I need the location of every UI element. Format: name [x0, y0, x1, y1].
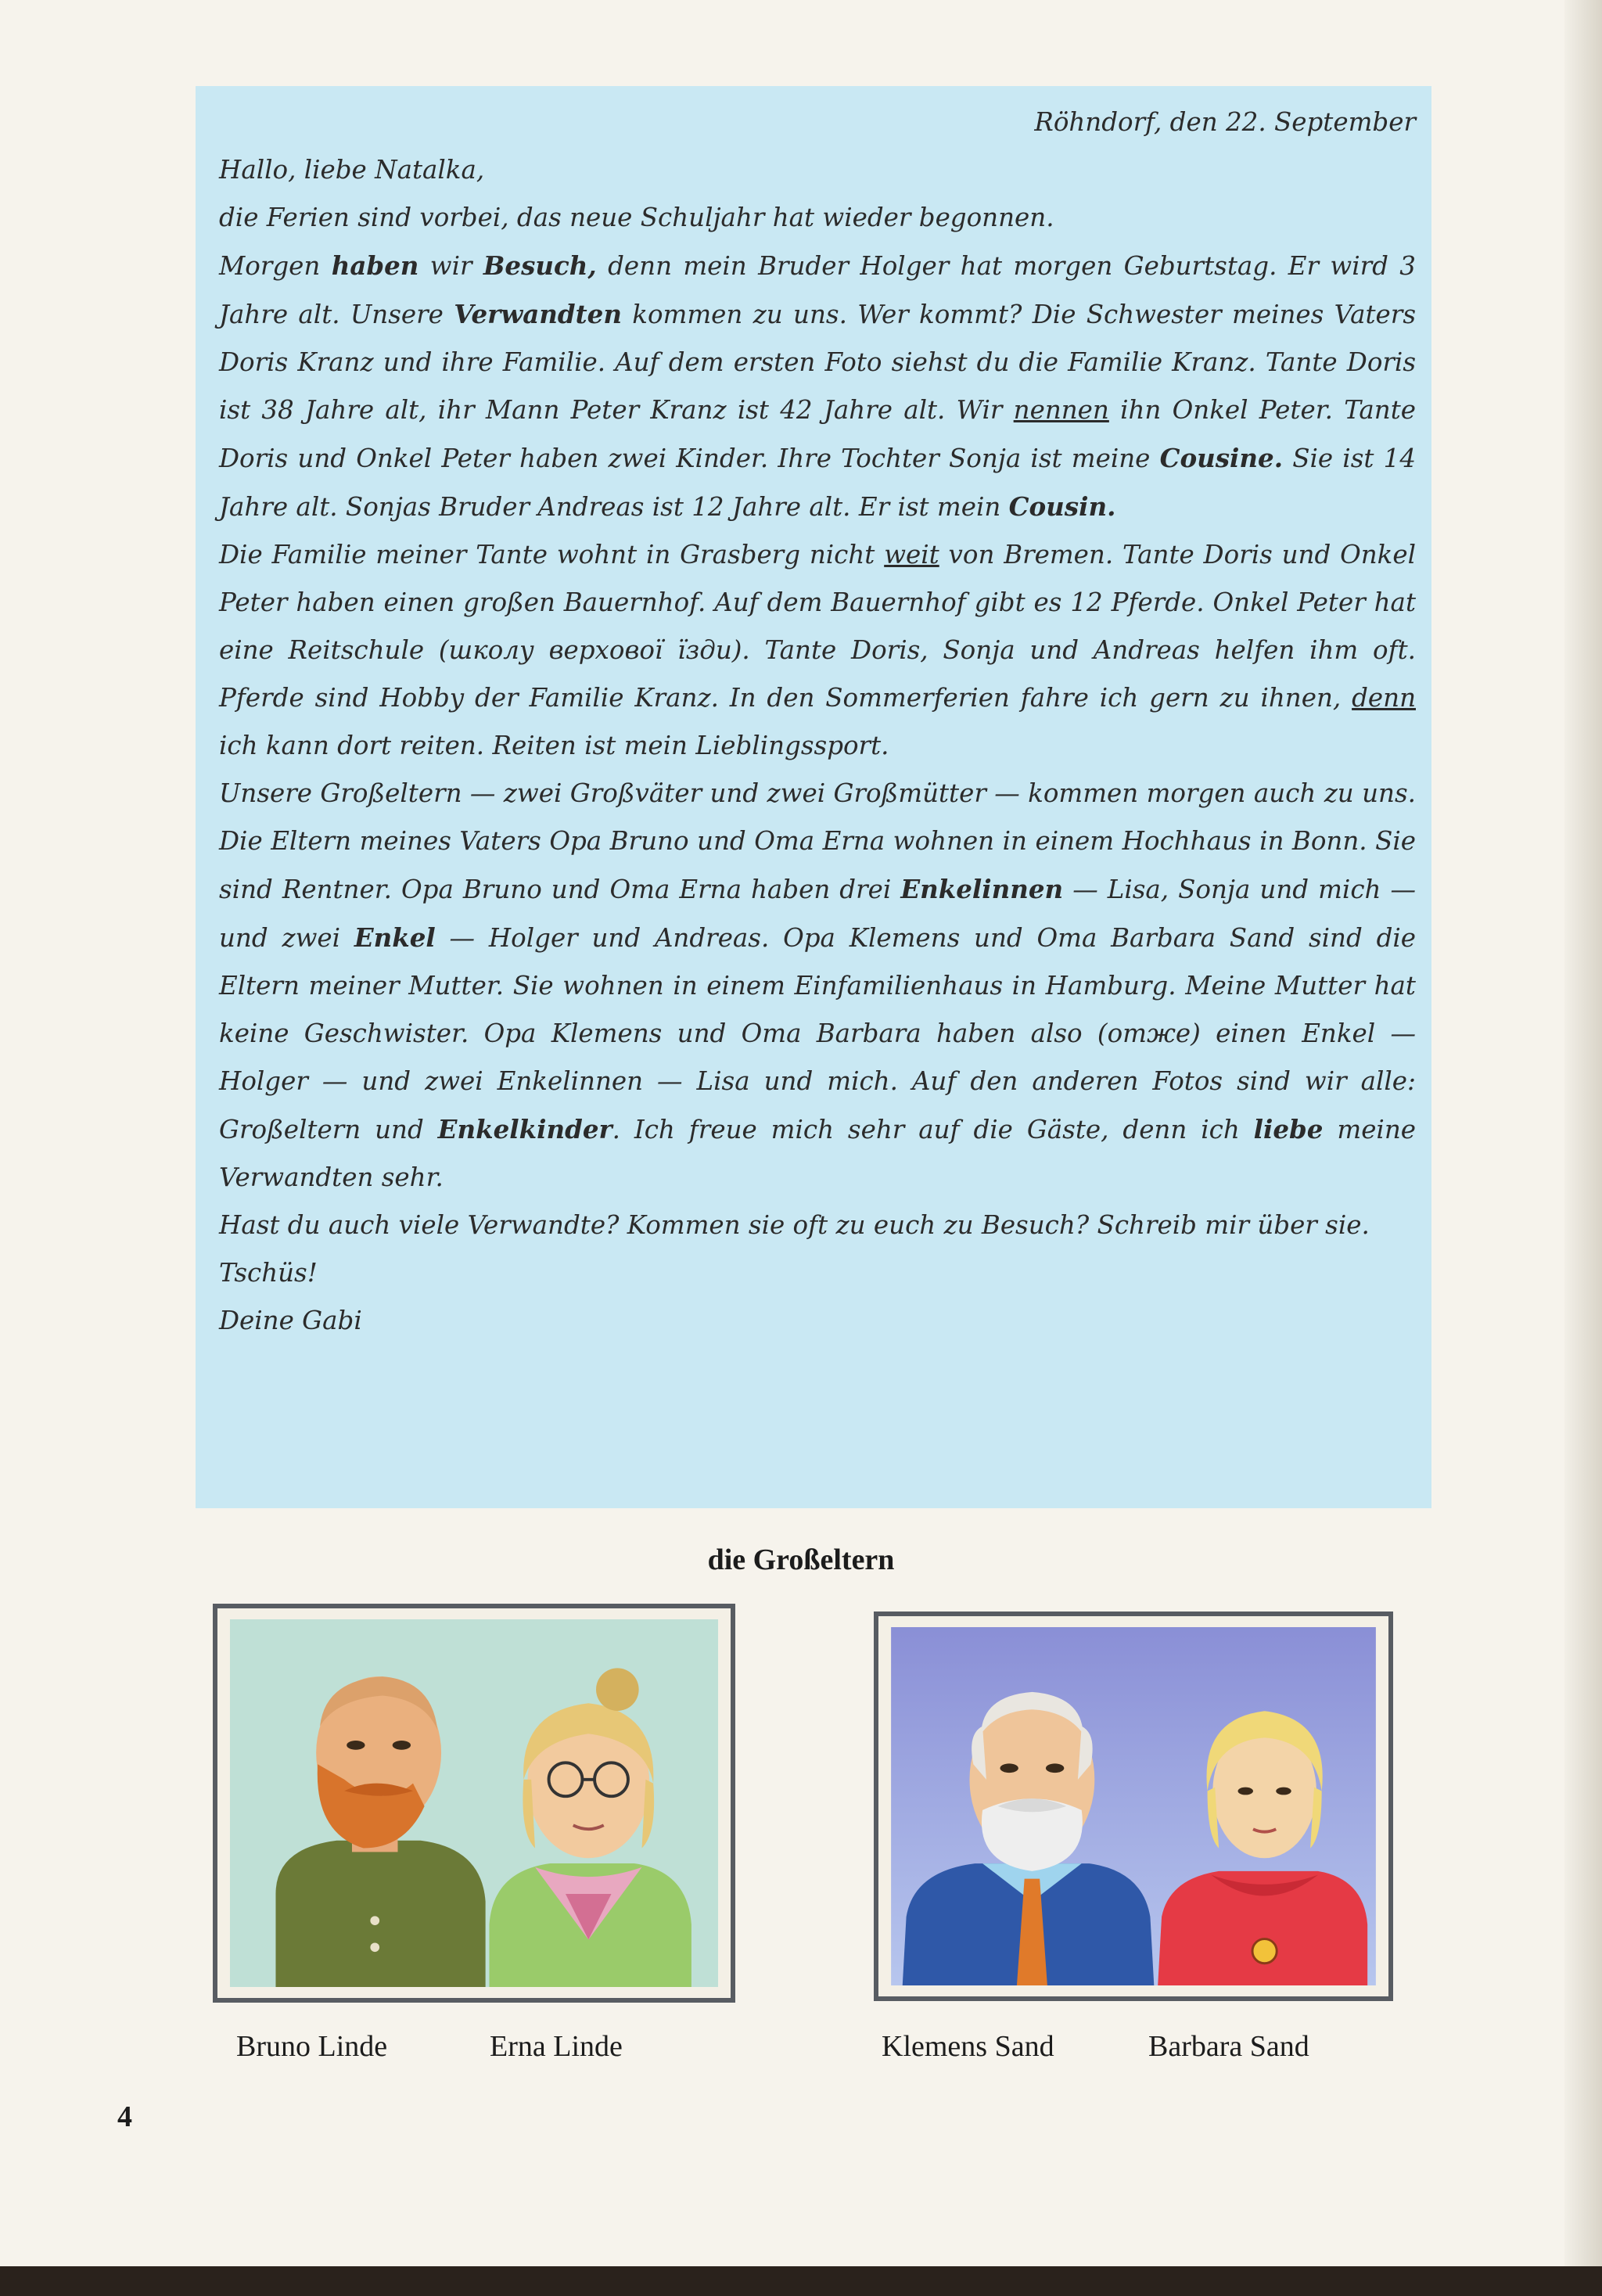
page-number: 4: [117, 2100, 132, 2133]
vocab-haben: haben: [331, 250, 419, 281]
photo-frame-linde: [213, 1604, 735, 2003]
letter-closing: Tschüs!: [219, 1258, 318, 1288]
underlined-denn: denn: [1352, 683, 1416, 713]
letter-date: Röhndorf, den 22. September: [1034, 107, 1416, 137]
underlined-weit: weit: [884, 540, 939, 570]
portrait-klemens-barbara-sand: [889, 1627, 1378, 1985]
vocab-verwandten: Verwandten: [454, 299, 622, 329]
caption-barbara-sand: Barbara Sand: [1148, 2030, 1309, 2063]
letter-paragraph-4: Hast du auch viele Verwandte? Kommen sie oft zu euch zu Besuch? Schreib mir über sie.: [219, 1210, 1370, 1240]
photo-frame-sand: [874, 1612, 1393, 2001]
letter-box: [196, 86, 1431, 1508]
letter-paragraph-3: Unsere Großeltern — zwei Großväter und zwei Großmütter — kommen morgen auch zu uns. Die Eltern meines Vaters Opa Bruno und Oma Erna wohnen in einem Hochhaus in Bonn. Sie sind Rentner. Opa Bruno und Oma Erna haben drei Enkelinnen — Lisa, Sonja und mich — und zwei Enkel — Holger und Andreas. Opa Klemens und Oma Barbara Sand sind die Eltern meiner Mutter. Sie wohnen in einem Einfamilienhaus in Hamburg. Meine Mutter hat keine Geschwister. Opa Klemens und Oma Barbara haben also (отже) einen Enkel — Holger — und zwei Enkelinnen — Lisa und mich. Auf den anderen Fotos sind wir alle: Großeltern und Enkelkinder. Ich freue mich sehr auf die Gäste, denn ich liebe meine Verwandten sehr.: [219, 778, 1416, 1192]
caption-erna-linde: Erna Linde: [490, 2030, 623, 2063]
letter-paragraph-2: Die Familie meiner Tante wohnt in Grasberg nicht weit von Bremen. Tante Doris und Onkel Peter haben einen großen Bauernhof. Auf dem Bauernhof gibt es 12 Pferde. Onkel Peter hat eine Reitschule (школу верхової їзди). Tante Doris, Sonja und Andreas helfen ihm oft. Pferde sind Hobby der Familie Kranz. In den Sommerferien fahre ich gern zu ihnen, denn ich kann dort reiten. Reiten ist mein Lieblingssport.: [219, 540, 1416, 760]
vocab-cousine: Cousine.: [1159, 443, 1284, 473]
page-edge: [1564, 0, 1602, 2296]
caption-bruno-linde: Bruno Linde: [236, 2030, 388, 2063]
vocab-enkel: Enkel: [354, 922, 436, 953]
portrait-bruno-erna-linde: [228, 1619, 720, 1987]
underlined-nennen: nennen: [1013, 395, 1109, 425]
letter-paragraph-1: Morgen haben wir Besuch, denn mein Bruder Holger hat morgen Geburtstag. Er wird 3 Jahre alt. Unsere Verwandten kommen zu uns. Wer kommt? Die Schwester meines Vaters Doris Kranz und ihre Familie. Auf dem ersten Foto siehst du die Familie Kranz. Tante Doris ist 38 Jahre alt, ihr Mann Peter Kranz ist 42 Jahre alt. Wir nennen ihn Onkel Peter. Tante Doris und Onkel Peter haben zwei Kinder. Ihre Tochter Sonja ist meine Cousine. Sie ist 14 Jahre alt. Sonjas Bruder Andreas ist 12 Jahre alt. Er ist mein Cousin.: [219, 250, 1417, 522]
letter-line-1: die Ferien sind vorbei, das neue Schuljahr hat wieder begonnen.: [219, 203, 1054, 232]
vocab-liebe: liebe: [1253, 1114, 1324, 1144]
scan-bottom-edge: [0, 2266, 1602, 2296]
vocab-enkelkinder: Enkelkinder: [437, 1114, 612, 1144]
letter-greeting: Hallo, liebe Natalka,: [219, 155, 485, 185]
vocab-enkelinnen: Enkelinnen: [900, 874, 1064, 904]
caption-klemens-sand: Klemens Sand: [882, 2030, 1054, 2063]
letter-signature: Deine Gabi: [219, 1306, 362, 1335]
section-title: die Großeltern: [707, 1543, 895, 1576]
vocab-cousin: Cousin.: [1008, 491, 1116, 522]
vocab-besuch: Besuch,: [483, 250, 597, 281]
